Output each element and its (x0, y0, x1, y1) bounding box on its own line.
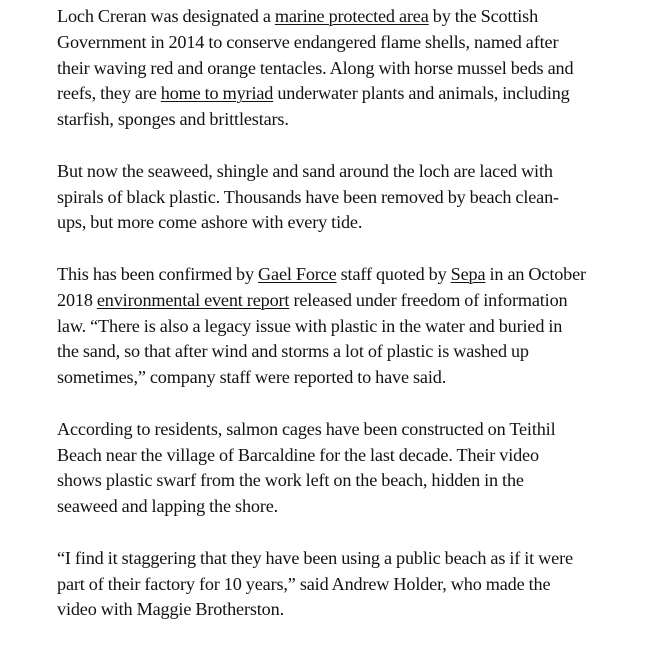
text-line: sometimes,” company staff were reported to have said. (57, 367, 447, 388)
text-line: Beach near the village of Barcaldine for the last decade. Their video (57, 444, 539, 465)
text-span: released under freedom of information (289, 289, 568, 310)
text-span: Loch Creran was designated a (57, 6, 275, 26)
text-line (57, 262, 657, 288)
text-span: by the Scottish (428, 6, 539, 26)
text-line: their waving red and orange tentacles. Along with horse mussel beds and (57, 57, 574, 78)
link-marine-protected-area[interactable]: marine protected area (274, 6, 429, 26)
text-line (57, 288, 657, 314)
text-span: This has been confirmed by (57, 263, 259, 284)
text-line: law. “There is also a legacy issue with plastic in the water and buried in (57, 315, 563, 336)
link-gael-force[interactable]: Gael Force (258, 263, 337, 284)
text-line (57, 4, 657, 30)
link-sepa[interactable]: Sepa (450, 263, 486, 284)
article-body (57, 4, 657, 649)
paragraph-3 (57, 262, 657, 391)
text-line: Government in 2014 to conserve endangered flame shells, named after (57, 31, 559, 52)
text-line: shows plastic swarf from the work left on the beach, hidden in the (57, 470, 524, 491)
paragraph-1 (57, 4, 657, 133)
text-line: spirals of black plastic. Thousands have been removed by beach clean- (57, 186, 559, 207)
text-line: ups, but more come ashore with every tide. (57, 212, 363, 233)
text-line: starfish, sponges and brittlestars. (57, 109, 289, 130)
text-line: seaweed and lapping the shore. (57, 496, 279, 517)
text-line: “I find it staggering that they have been using a public beach as if it were (57, 547, 573, 568)
paragraph-5 (57, 546, 657, 623)
link-home-to-myriad[interactable]: home to myriad (160, 83, 274, 104)
text-line: the sand, so that after wind and storms a lot of plastic is washed up (57, 341, 529, 362)
text-line (57, 81, 657, 107)
text-span: underwater plants and animals, including (273, 83, 570, 104)
text-span: 2018 (57, 289, 97, 310)
paragraph-2 (57, 159, 657, 236)
link-environmental-event-report[interactable]: environmental event report (96, 289, 290, 310)
text-line: video with Maggie Brotherston. (57, 599, 284, 620)
paragraph-4 (57, 417, 657, 520)
text-line: According to residents, salmon cages have been constructed on Teithil (57, 418, 556, 439)
text-line: But now the seaweed, shingle and sand around the loch are laced with (57, 160, 553, 181)
text-span: staff quoted by (336, 263, 451, 284)
text-line: part of their factory for 10 years,” said Andrew Holder, who made the (57, 573, 551, 594)
text-span: reefs, they are (57, 83, 161, 104)
text-span: in an October (485, 263, 586, 284)
